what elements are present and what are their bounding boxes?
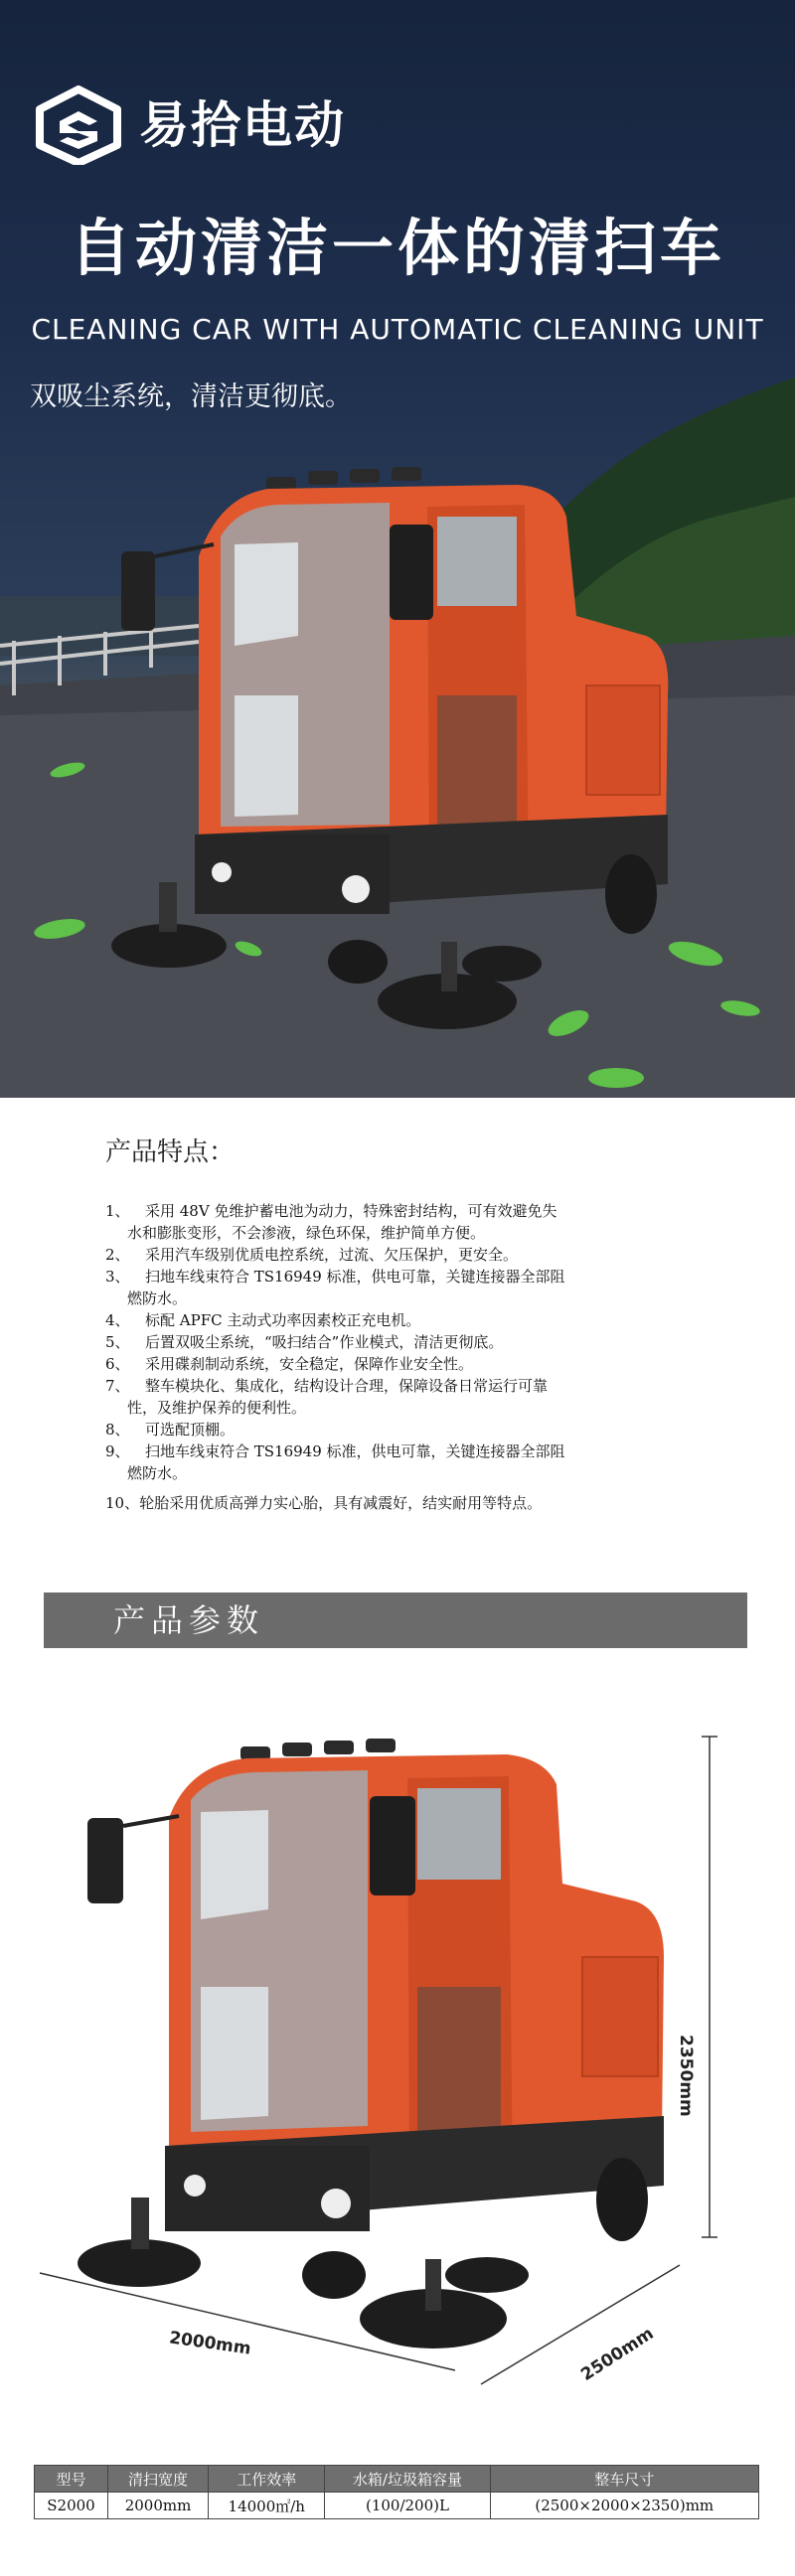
list-item: 8、 可选配顶棚。 [105, 1421, 236, 1439]
cell-sweep-width: 2000mm [107, 2493, 208, 2519]
features-title: 产品特点： [105, 1137, 236, 1167]
header-model: 型号 [35, 2466, 108, 2493]
table-header-row [35, 2466, 759, 2493]
cell-model: S2000 [35, 2493, 108, 2519]
list-item: 10、轮胎采用优质高弹力实心胎，具有减震好，结实耐用等特点。 [105, 1494, 543, 1512]
cube-logo-icon [30, 85, 127, 165]
params-title: 产品参数 [113, 1601, 265, 1639]
params-header [44, 1592, 747, 1648]
hero-banner [0, 0, 795, 1098]
height-dimension-label: 2350mm [676, 2035, 696, 2117]
list-item: 7、 整车模块化、集成化，结构设计合理，保障设备日常运行可靠 性，及维护保养的便利性。 [105, 1377, 549, 1417]
header-capacity: 水箱/垃圾箱容量 [325, 2466, 490, 2493]
list-item: 5、 后置双吸尘系统，“吸扫结合”作业模式，清洁更彻底。 [105, 1333, 504, 1351]
list-item: 9、 扫地车线束符合 TS16949 标准，供电可靠，关键连接器全部阻 燃防水。 [105, 1442, 565, 1482]
hero-tagline: 双吸尘系统，清洁更彻底。 [30, 381, 352, 412]
sweeper-vehicle-image [78, 1739, 664, 2349]
table-row [35, 2493, 759, 2519]
hero-subhead: CLEANING CAR WITH AUTOMATIC CLEANING UNIT [31, 313, 764, 346]
list-item: 2、 采用汽车级别优质电控系统，过流、欠压保护，更安全。 [105, 1246, 519, 1264]
cell-size: (2500×2000×2350)mm [490, 2493, 758, 2519]
header-sweep-width: 清扫宽度 [107, 2466, 208, 2493]
header-size: 整车尺寸 [490, 2466, 758, 2493]
cell-efficiency: 14000㎡/h [209, 2493, 325, 2519]
spec-table [34, 2465, 759, 2519]
length-dimension-label: 2500mm [577, 2324, 658, 2385]
cell-capacity: (100/200)L [325, 2493, 490, 2519]
list-item: 6、 采用碟刹制动系统，安全稳定，保障作业安全性。 [105, 1355, 474, 1373]
header-efficiency: 工作效率 [209, 2466, 325, 2493]
width-dimension-label: 2000mm [168, 2328, 252, 2359]
list-item: 3、 扫地车线束符合 TS16949 标准，供电可靠，关键连接器全部阻 燃防水。 [105, 1268, 565, 1307]
list-item: 4、 标配 APFC 主动式功率因素校正充电机。 [105, 1311, 421, 1329]
features-list [105, 1200, 702, 1514]
brand-name: 易拾电动 [139, 96, 346, 154]
list-item: 1、 采用 48V 免维护蓄电池为动力，特殊密封结构，可有效避免失 水和膨胀变形，不会渗液，绿色环保，维护简单方便。 [105, 1202, 557, 1242]
hero-headline: 自动清洁一体的清扫车 [69, 212, 725, 284]
